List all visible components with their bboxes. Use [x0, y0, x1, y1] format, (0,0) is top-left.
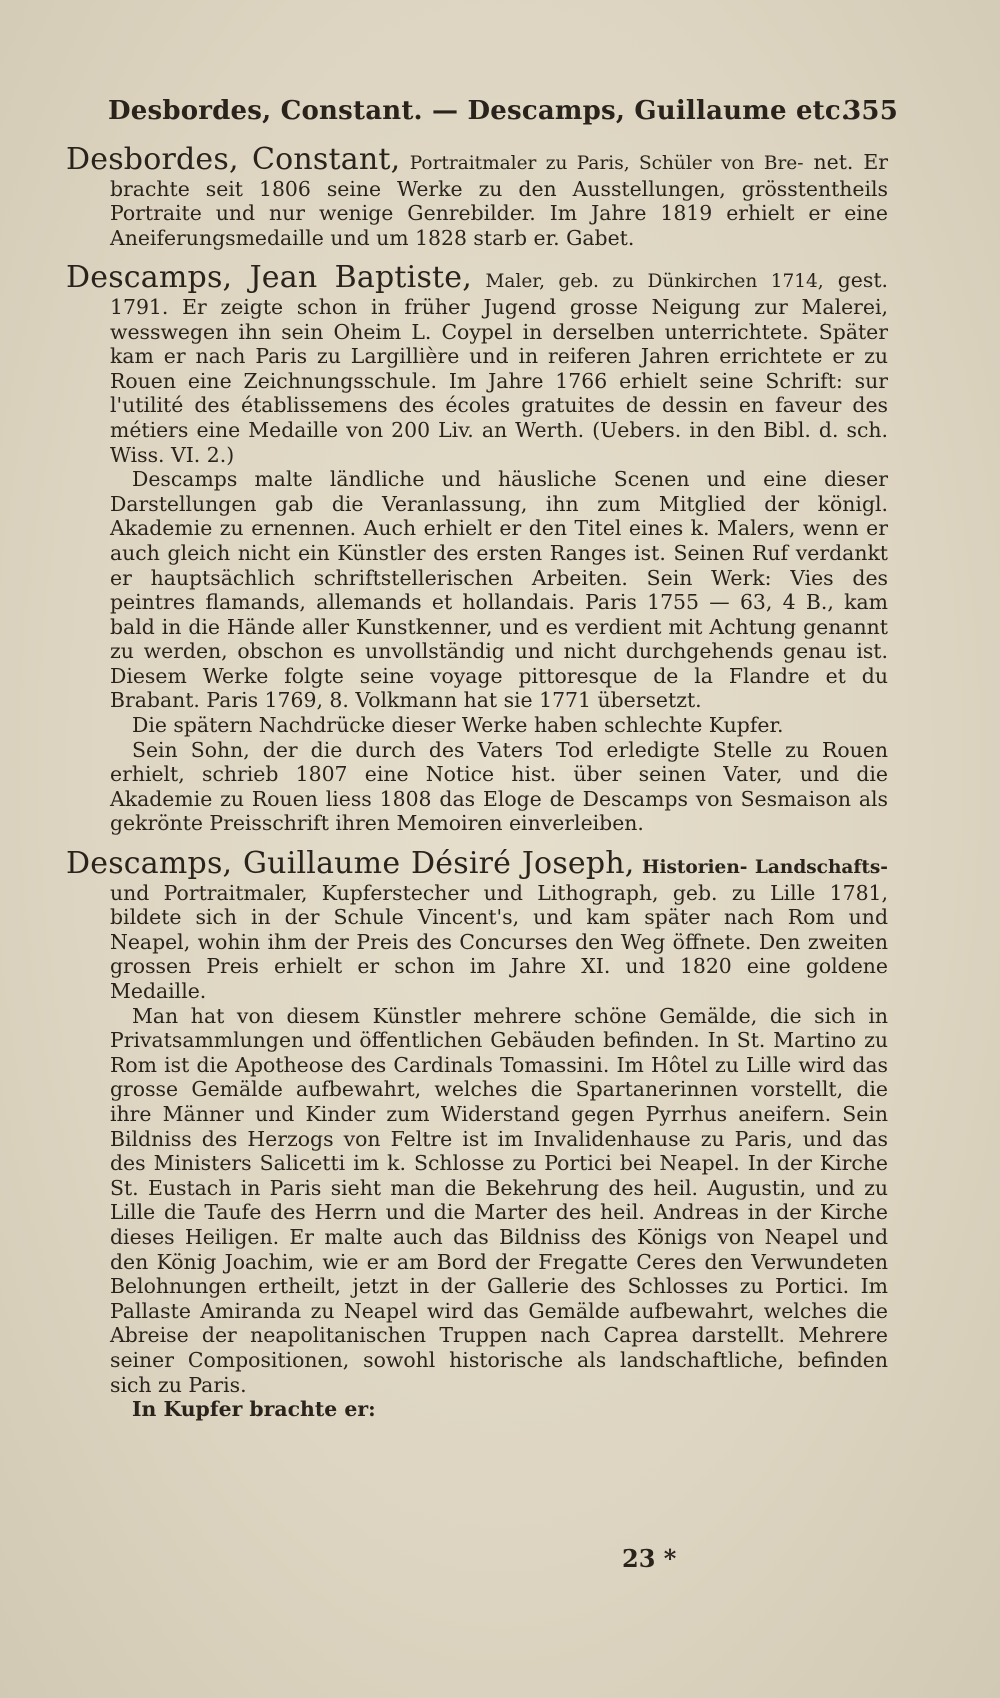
entry-paragraph: Descamps malte ländliche und häusliche Scenen und eine dieser Darstellungen gab die Veranlassung, ihn zum Mitglied der königl. Akademie zu ernennen. Auch erhielt er den Titel eines k. Malers, wenn er auch gleich nicht ein Künstler des ersten Ranges ist. Seinen Ruf verdankt er hauptsächlich schriftstellerischen Arbeiten. Sein Werk: Vies des peintres flamands, allemands et hollandais. Paris 1755 — 63, 4 B., kam bald in die Hände aller Kunstkenner, und es verdient mit Achtung genannt zu werden, obschon es unvollständig und nicht durchgehends genau ist. Diesem Werke folgte seine voyage pittoresque de la Flandre et du Brabant. Paris 1769, 8. Volkmann hat sie 1771 übersetzt. [110, 467, 888, 713]
page-content [66, 142, 889, 1438]
entry-text: net. Er brachte seit 1806 seine Werke zu den Ausstellungen, grösstentheils Portraite und nur wenige Genrebilder. Im Jahre 1819 erhielt er eine Aneiferungsmedaille und um 1828 starb er. Gabet. [110, 150, 889, 250]
entry-paragraph: Die spätern Nachdrücke dieser Werke haben schlechte Kupfer. [132, 713, 784, 738]
entry-descamps-guillaume [66, 846, 888, 1422]
entry-name: Descamps, Guillaume Désiré Joseph, [66, 846, 635, 882]
running-header [108, 88, 898, 134]
entry-first-paragraph [66, 260, 889, 467]
entry-name: Descamps, Jean Baptiste, [66, 260, 472, 296]
entry-first-paragraph [66, 142, 889, 250]
entry-name: Desbordes, Constant, [66, 142, 401, 177]
signature-mark: 23 * [622, 1544, 677, 1573]
entry-role: Historien- Landschafts- [634, 857, 888, 879]
entry-descamps-jean-baptiste [66, 260, 889, 836]
entry-text: gest. 1791. Er zeigte schon in früher Jugend grosse Neigung zur Malerei, wesswegen ihn sein Oheim L. Coypel in derselben unterrichtete. Später kam er nach Paris zu Largillière und in reiferen Jahren errichtete er zu Rouen eine Zeichnungsschule. Im Jahre 1766 erhielt seine Schrift: sur l'utilité des établissemens des écoles gratuites de dessin en faveur des métiers eine Medaille von 200 Liv. an Werth. (Uebers. in den Bibl. d. sch. Wiss. VI. 2.) [110, 268, 889, 467]
entry-text: und Portraitmaler, Kupferstecher und Lithograph, geb. zu Lille 1781, bildete sich in der Schule Vincent's, und kam später nach Rom und Neapel, wohin ihm der Preis des Concurses den Weg öffnete. Den zweiten grossen Preis erhielt er schon im Jahre XI. und 1820 eine goldene Medaille. [110, 880, 888, 1003]
entry-paragraph: In Kupfer brachte er: [132, 1397, 376, 1422]
entry-paragraph: Man hat von diesem Künstler mehrere schöne Gemälde, die sich in Privatsammlungen und öffentlichen Gebäuden befinden. In St. Martino zu Rom ist die Apotheose des Cardinals Tomassini. Im Hôtel zu Lille wird das grosse Gemälde aufbewahrt, welches die Spartanerinnen vorstellt, die ihre Männer und Kinder zum Widerstand gegen Pyrrhus aneifern. Sein Bildniss des Herzogs von Feltre ist im Invalidenhause zu Paris, und das des Ministers Salicetti im k. Schlosse zu Portici bei Neapel. In der Kirche St. Eustach in Paris sieht man die Bekehrung des heil. Augustin, und zu Lille die Taufe des Herrn und die Marter des heil. Andreas in der Kirche dieses Heiligen. Er malte auch das Bildniss des Königs von Neapel und den König Joachim, wie er am Bord der Fregatte Ceres den Verwundeten Belohnungen ertheilt, jetzt in der Gallerie des Schlosses zu Portici. Im Pallaste Amiranda zu Neapel wird das Gemälde aufbewahrt, welches die Abreise der neapolitanischen Truppen nach Caprea darstellt. Mehrere seiner Compositionen, sowohl historische als landschaftliche, befinden sich zu Paris. [110, 1003, 888, 1397]
entry-role: Portraitmaler zu Paris, Schüler von Bre- [400, 153, 804, 174]
header-title: Desbordes, Constant. — Descamps, Guillaume etc. [108, 96, 851, 126]
entry-role: Maler, geb. zu Dünkirchen 1714, [472, 271, 824, 293]
entry-first-paragraph [66, 846, 888, 1004]
entry-desbordes [66, 142, 889, 250]
entry-paragraph: Sein Sohn, der die durch des Vaters Tod erledigte Stelle zu Rouen erhielt, schrieb 1807 eine Notice hist. über seinen Vater, und die Akademie zu Rouen liess 1808 das Eloge de Descamps von Sesmaison als gekrönte Preisschrift ihren Memoiren einverleiben. [110, 737, 888, 836]
page-number: 355 [843, 96, 898, 126]
